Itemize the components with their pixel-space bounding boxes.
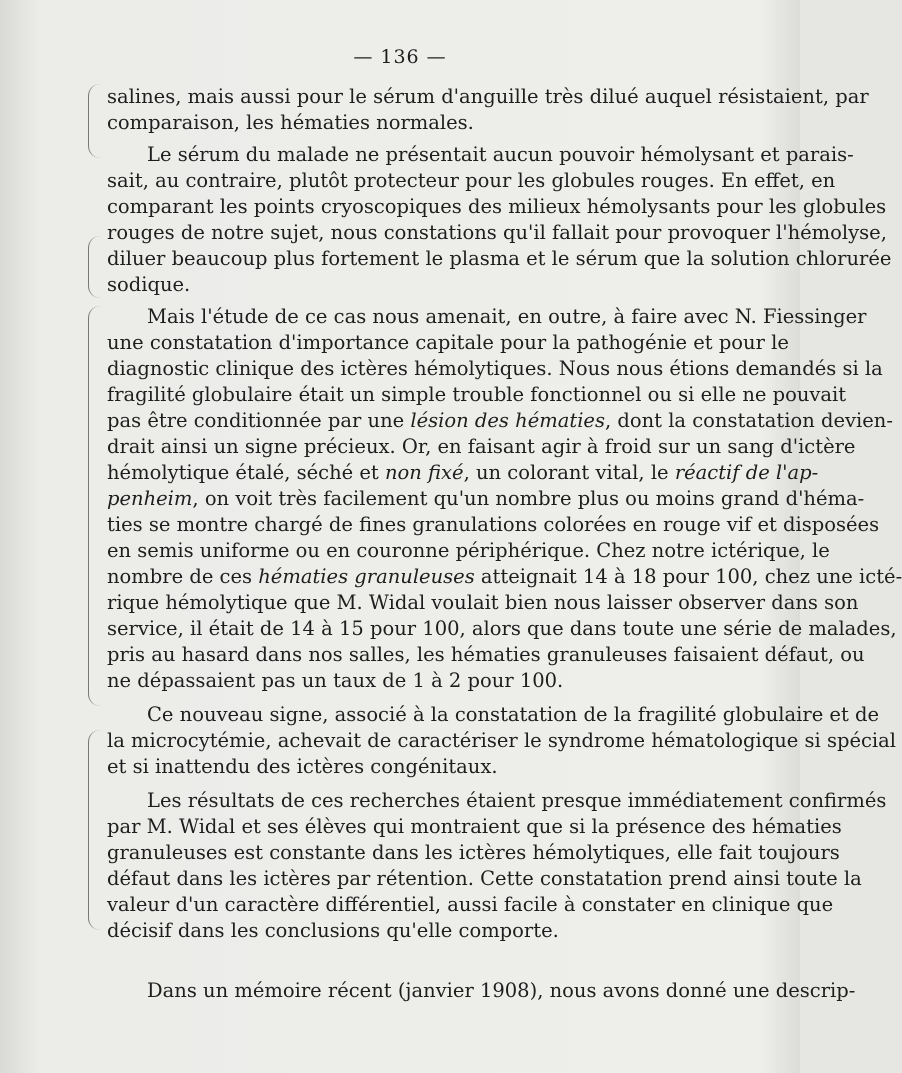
- text-line: rouges de notre sujet, nous constations qu'il fallait pour provoquer l'hémolyse,: [107, 221, 887, 244]
- text-line: fragilité globulaire était un simple trouble fonctionnel ou si elle ne pouvait: [107, 383, 847, 406]
- italic-term: lésion des hématies: [410, 409, 605, 432]
- italic-term: réactif de l'ap-: [674, 461, 819, 484]
- text-line: penheim, on voit très facilement qu'un nombre plus ou moins grand d'héma-: [107, 487, 865, 510]
- text-line: salines, mais aussi pour le sérum d'anguille très dilué auquel résistaient, par: [107, 85, 869, 108]
- text-line: par M. Widal et ses élèves qui montraient que si la présence des hématies: [107, 815, 842, 838]
- text-line: comparaison, les hématies normales.: [107, 111, 474, 134]
- text-line: décisif dans les conclusions qu'elle comporte.: [107, 919, 559, 942]
- margin-bracket-3: [88, 306, 103, 706]
- text-line: Le sérum du malade ne présentait aucun pouvoir hémolysant et parais-: [147, 143, 854, 166]
- text-line: ties se montre chargé de fines granulations colorées en rouge vif et disposées: [107, 513, 880, 536]
- text-line: diluer beaucoup plus fortement le plasma et le sérum que la solution chlorurée: [107, 247, 892, 270]
- italic-term: hématies granuleuses: [258, 565, 475, 588]
- text-line: une constatation d'importance capitale pour la pathogénie et pour le: [107, 331, 789, 354]
- margin-bracket-2: [88, 236, 103, 298]
- text-line: Mais l'étude de ce cas nous amenait, en outre, à faire avec N. Fiessinger: [147, 305, 867, 328]
- italic-term: non fixé: [384, 461, 464, 484]
- text-line: et si inattendu des ictères congénitaux.: [107, 755, 498, 778]
- margin-bracket-1: [88, 84, 103, 158]
- text-line: Dans un mémoire récent (janvier 1908), nous avons donné une descrip-: [147, 979, 856, 1002]
- text-line: granuleuses est constante dans les ictères hémolytiques, elle fait toujours: [107, 841, 840, 864]
- text-line: comparant les points cryoscopiques des milieux hémolysants pour les globules: [107, 195, 887, 218]
- text-line: en semis uniforme ou en couronne périphérique. Chez notre ictérique, le: [107, 539, 830, 562]
- text-line: valeur d'un caractère différentiel, aussi facile à constater en clinique que: [107, 893, 834, 916]
- text-line: pas être conditionnée par une lésion des hématies, dont la constatation devien-: [107, 409, 893, 432]
- page-number: — 136 —: [353, 46, 447, 68]
- text-line: Ce nouveau signe, associé à la constatation de la fragilité globulaire et de: [147, 703, 880, 726]
- text-line: ne dépassaient pas un taux de 1 à 2 pour 100.: [107, 669, 564, 692]
- text-line: défaut dans les ictères par rétention. Cette constatation prend ainsi toute la: [107, 867, 862, 890]
- text-line: hémolytique étalé, séché et non fixé, un colorant vital, le réactif de l'ap-: [107, 461, 819, 484]
- text-line: drait ainsi un signe précieux. Or, en faisant agir à froid sur un sang d'ictère: [107, 435, 856, 458]
- text-line: rique hémolytique que M. Widal voulait bien nous laisser observer dans son: [107, 591, 859, 614]
- text-line: pris au hasard dans nos salles, les hématies granuleuses faisaient défaut, ou: [107, 643, 865, 666]
- text-line: diagnostic clinique des ictères hémolytiques. Nous nous étions demandés si la: [107, 357, 883, 380]
- text-line: Les résultats de ces recherches étaient presque immédiatement confirmés: [147, 789, 887, 812]
- text-line: nombre de ces hématies granuleuses atteignait 14 à 18 pour 100, chez une icté-: [107, 565, 902, 588]
- text-line: sait, au contraire, plutôt protecteur pour les globules rouges. En effet, en: [107, 169, 836, 192]
- text-line: service, il était de 14 à 15 pour 100, alors que dans toute une série de malades,: [107, 617, 897, 640]
- italic-term: penheim: [107, 487, 193, 510]
- text-line: sodique.: [107, 273, 191, 296]
- text-line: la microcytémie, achevait de caractériser le syndrome hématologique si spécial: [107, 729, 897, 752]
- margin-bracket-4: [88, 730, 103, 930]
